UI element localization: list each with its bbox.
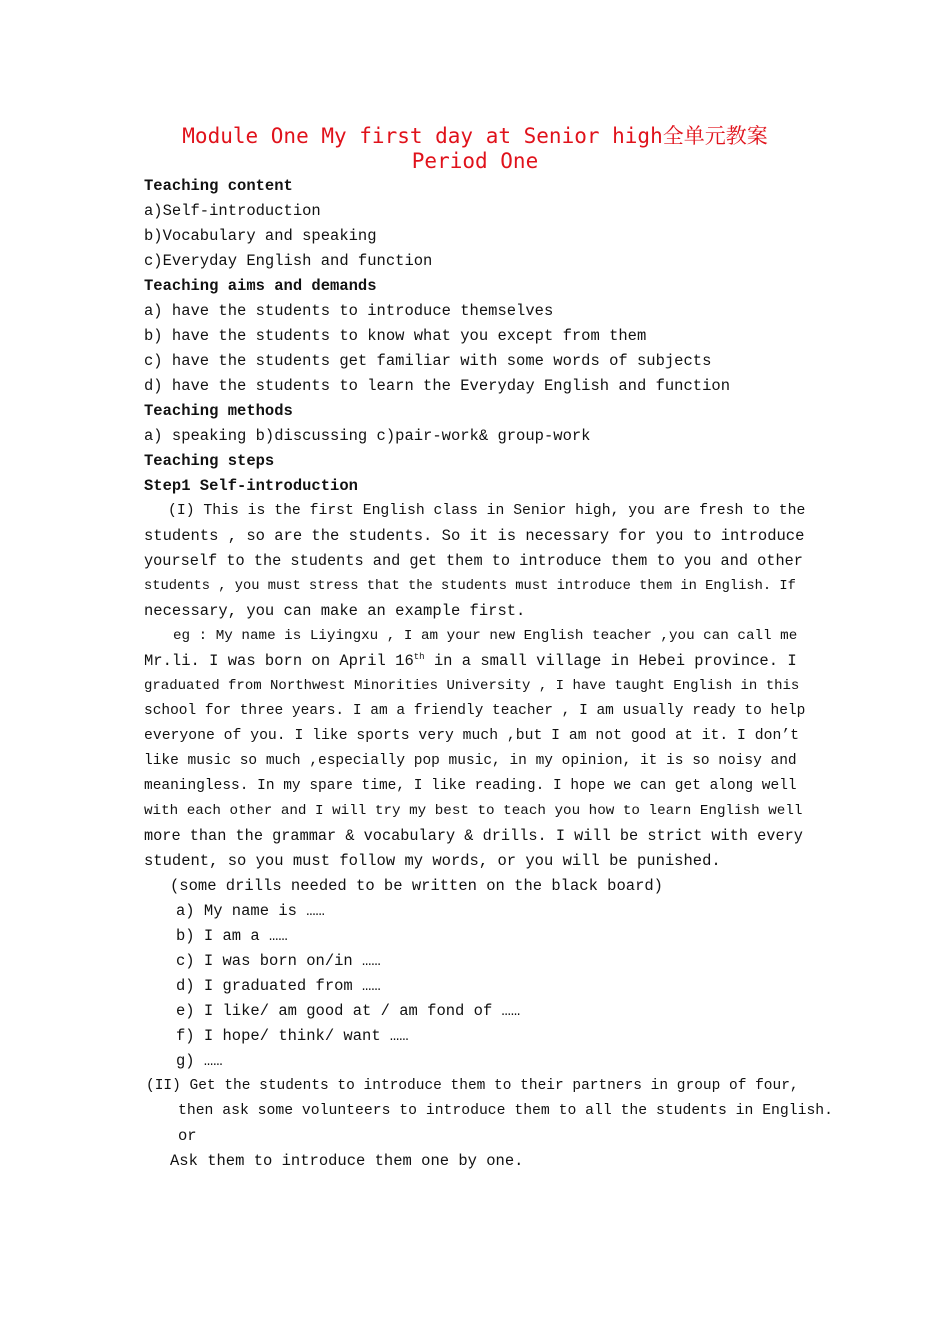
drill-item: a) My name is …… [176,902,325,920]
paragraph-line: students , so are the students. So it is necessary for you to introduce [144,527,805,545]
period-title: Period One [411,149,539,173]
paragraph-line: then ask some volunteers to introduce them to all the students in English. [178,1103,834,1119]
step1-heading: Step1 Self-introduction [144,477,358,495]
teaching-aims-heading: Teaching aims and demands [144,277,377,295]
drills-note: (some drills needed to be written on the black board) [170,877,663,895]
drill-item: f) I hope/ think/ want …… [176,1027,409,1045]
content-item: a)Self-introduction [144,202,321,220]
example-line: like music so much ,especially pop music, in my opinion, it is so noisy and [144,753,797,769]
example-line: school for three years. I am a friendly teacher , I am usually ready to help [144,703,806,719]
example-line: eg : My name is Liyingxu , I am your new English teacher ,you can call me [173,628,798,644]
paragraph-line: yourself to the students and get them to introduce them to you and other [144,552,803,570]
drill-item: d) I graduated from …… [176,977,381,995]
example-line [144,649,806,674]
aim-item: d) have the students to learn the Everyday English and function [144,377,730,395]
drill-item: b) I am a …… [176,927,288,945]
aim-item: a) have the students to introduce themselves [144,302,554,320]
example-line: with each other and I will try my best to teach you how to learn English well [144,803,803,819]
paragraph-line: students , you must stress that the students must introduce them in English. If [144,579,796,594]
drill-item: c) I was born on/in …… [176,952,381,970]
paragraph-line: Ask them to introduce them one by one. [170,1152,524,1170]
example-line: student, so you must follow my words, or you will be punished. [144,852,721,870]
aim-item: b) have the students to know what you except from them [144,327,647,345]
methods-line: a) speaking b)discussing c)pair-work& group-work [144,427,591,445]
drill-item: e) I like/ am good at / am fond of …… [176,1002,521,1020]
example-line: everyone of you. I like sports very much ,but I am not good at it. I don’t [144,728,800,744]
teaching-methods-heading: Teaching methods [144,402,293,420]
example-line: graduated from Northwest Minorities University , I have taught English in this [144,678,800,694]
paragraph-line: or [178,1127,197,1145]
content-item: c)Everyday English and function [144,252,433,270]
ordinal-suffix: th [413,651,425,662]
example-text: Mr.li. I was born on April 16 [144,652,414,670]
paragraph-line: necessary, you can make an example first. [144,602,526,620]
paragraph-line: (I) This is the first English class in Senior high, you are fresh to the [168,503,806,519]
document-title: Module One My first day at Senior high全单元教案 [182,124,768,148]
paragraph-line: (II) Get the students to introduce them to their partners in group of four, [146,1078,799,1094]
example-line: meaningless. In my spare time, I like reading. I hope we can get along well [144,778,797,794]
content-item: b)Vocabulary and speaking [144,227,377,245]
teaching-content-heading: Teaching content [144,177,293,195]
aim-item: c) have the students get familiar with some words of subjects [144,352,712,370]
example-text: in a small village in Hebei province. I [424,652,797,670]
drill-item: g) …… [176,1052,223,1070]
example-line: more than the grammar & vocabulary & drills. I will be strict with every [144,827,803,845]
teaching-steps-heading: Teaching steps [144,452,275,470]
